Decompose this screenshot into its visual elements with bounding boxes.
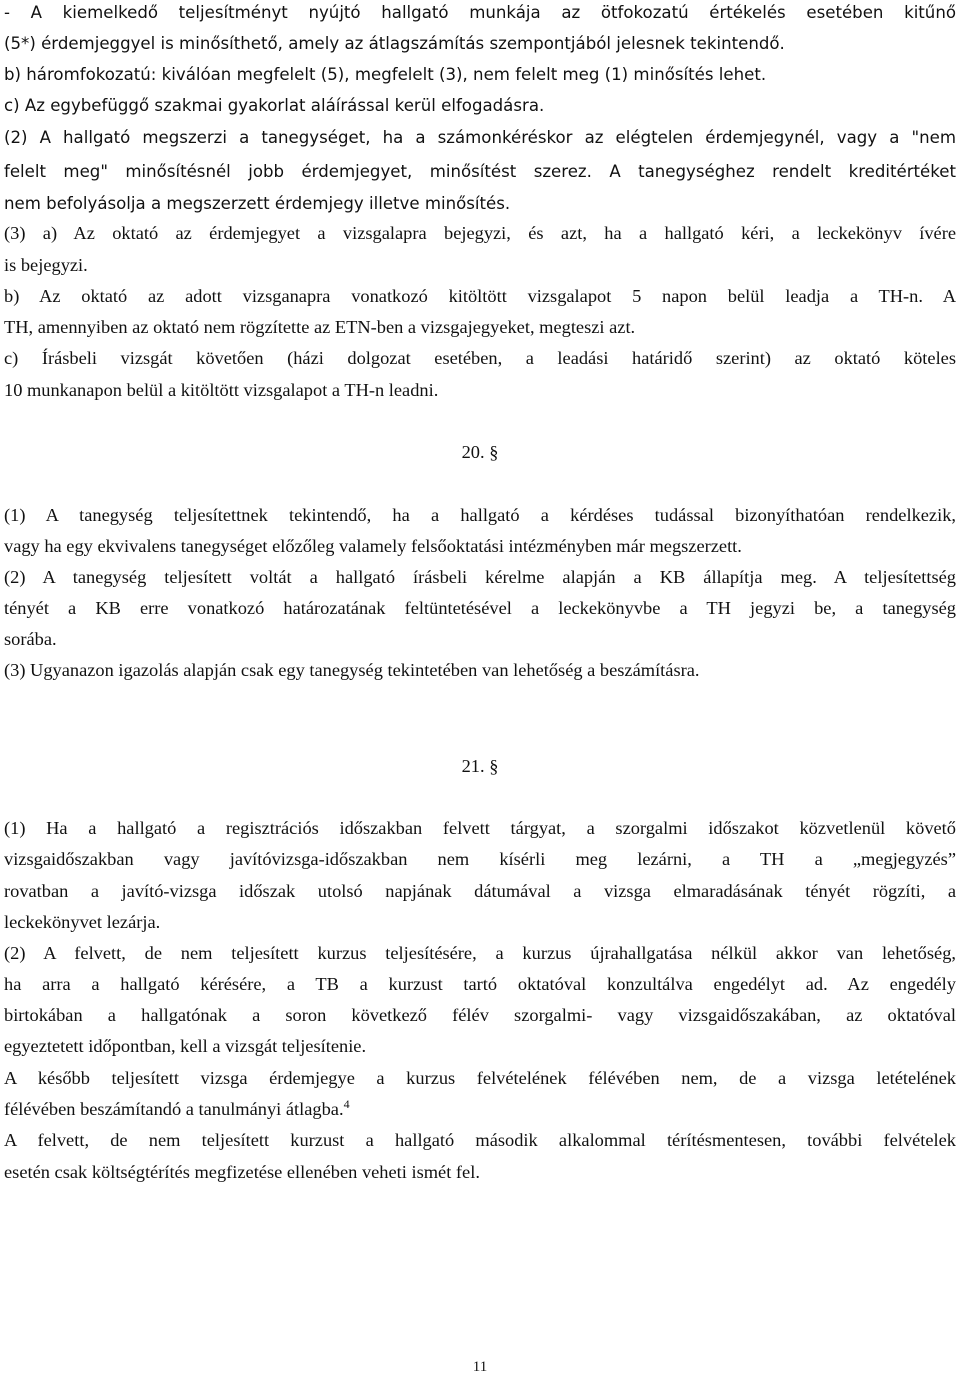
paragraph-line: b) Az oktató az adott vizsganapra vonatkozó kitöltött vizsgalapot 5 napon belül leadja a TH-n. A — [4, 286, 956, 306]
paragraph-line: sorába. — [4, 629, 57, 649]
paragraph-line: (3) a) Az oktató az érdemjegyet a vizsgalapra bejegyzi, és azt, ha a hallgató kéri, a leckekönyv ívére — [4, 223, 956, 243]
paragraph-line: rovatban a javító-vizsga időszak utolsó napjának dátumával a vizsga elmaradásának tényét rögzíti, a — [4, 881, 956, 901]
paragraph-line: tényét a KB erre vonatkozó határozatának feltüntetésével a leckekönyvbe a TH jegyzi be, a tanegység — [4, 598, 956, 618]
paragraph-line: (2) A hallgató megszerzi a tanegységet, ha a számonkéréskor az elégtelen érdemjegynél, vagy a "nem — [4, 128, 956, 147]
paragraph-line: c) Az egybefüggő szakmai gyakorlat aláírással kerül elfogadásra. — [4, 96, 545, 115]
footnote-reference[interactable]: 4 — [343, 1096, 350, 1111]
section-heading: 21. § — [461, 756, 499, 776]
paragraph-line: felelt meg" minősítésnél jobb érdemjegyet, minősítést szerez. A tanegységhez rendelt kreditértéket — [4, 162, 956, 181]
paragraph-line: (2) A felvett, de nem teljesített kurzus teljesítésére, a kurzus újrahallgatása nélkül akkor van lehetőség, — [4, 943, 956, 963]
paragraph-line: leckekönyvet lezárja. — [4, 912, 161, 932]
section-heading: 20. § — [461, 442, 499, 462]
paragraph-line: TH, amennyiben az oktató nem rögzítette az ETN-ben a vizsgajegyeket, megteszi azt. — [4, 317, 636, 337]
paragraph-line: egyeztetett időpontban, kell a vizsgát teljesítenie. — [4, 1036, 367, 1056]
paragraph-line: - A kiemelkedő teljesítményt nyújtó hallgató munkája az ötfokozatú értékelés esetében kitűnő — [4, 3, 956, 22]
paragraph-line: (5*) érdemjeggyel is minősíthető, amely az átlagszámítás szempontjából jelesnek tekintendő. — [4, 34, 785, 53]
paragraph-line: A felvett, de nem teljesített kurzust a hallgató második alkalommal térítésmentesen, további felvételek — [4, 1130, 956, 1150]
page-number: 11 — [472, 1359, 488, 1375]
paragraph-line: 10 munkanapon belül a kitöltött vizsgalapot a TH-n leadni. — [4, 380, 439, 400]
paragraph-line: (3) Ugyanazon igazolás alapján csak egy tanegység tekintetében van lehetőség a beszámításra. — [4, 660, 700, 680]
paragraph-line: esetén csak költségtérítés megfizetése ellenében veheti ismét fel. — [4, 1162, 480, 1182]
paragraph-line: is bejegyzi. — [4, 255, 88, 275]
paragraph-text: félévében beszámítandó a tanulmányi átlagba. — [4, 1099, 344, 1119]
paragraph-line: (2) A tanegység teljesített voltát a hallgató írásbeli kérelme alapján a KB állapítja meg. A teljesítettség — [4, 567, 956, 587]
paragraph-line: (1) Ha a hallgató a regisztrációs időszakban felvett tárgyat, a szorgalmi időszakot közvetlenül követő — [4, 818, 956, 838]
paragraph-line: c) Írásbeli vizsgát követően (házi dolgozat esetében, a leadási határidő szerint) az oktató köteles — [4, 348, 956, 368]
paragraph-line: ha arra a hallgató kérésére, a TB a kurzust tartó oktatóval konzultálva engedélyt ad. Az engedély — [4, 974, 956, 994]
paragraph-line: birtokában a hallgatónak a soron következő félév szorgalmi- vagy vizsgaidőszakában, az oktatóval — [4, 1005, 956, 1025]
paragraph-line-with-footnote — [4, 1097, 350, 1121]
paragraph-line: nem befolyásolja a megszerzett érdemjegy illetve minősítés. — [4, 194, 511, 213]
paragraph-line: vagy ha egy ekvivalens tanegységet előzőleg valamely felsőoktatási intézményben már megszerzett. — [4, 536, 742, 556]
paragraph-line: (1) A tanegység teljesítettnek tekintendő, ha a hallgató a kérdéses tudással bizonyíthatóan rendelkezik, — [4, 505, 956, 525]
paragraph-line: b) háromfokozatú: kiválóan megfelelt (5), megfelelt (3), nem felelt meg (1) minősítés lehet. — [4, 65, 767, 84]
paragraph-line: vizsgaidőszakban vagy javítóvizsga-időszakban nem kísérli meg lezárni, a TH a „megjegyzés” — [4, 849, 956, 869]
paragraph-line: A később teljesített vizsga érdemjegye a kurzus felvételének félévében nem, de a vizsga letételének — [4, 1068, 956, 1088]
